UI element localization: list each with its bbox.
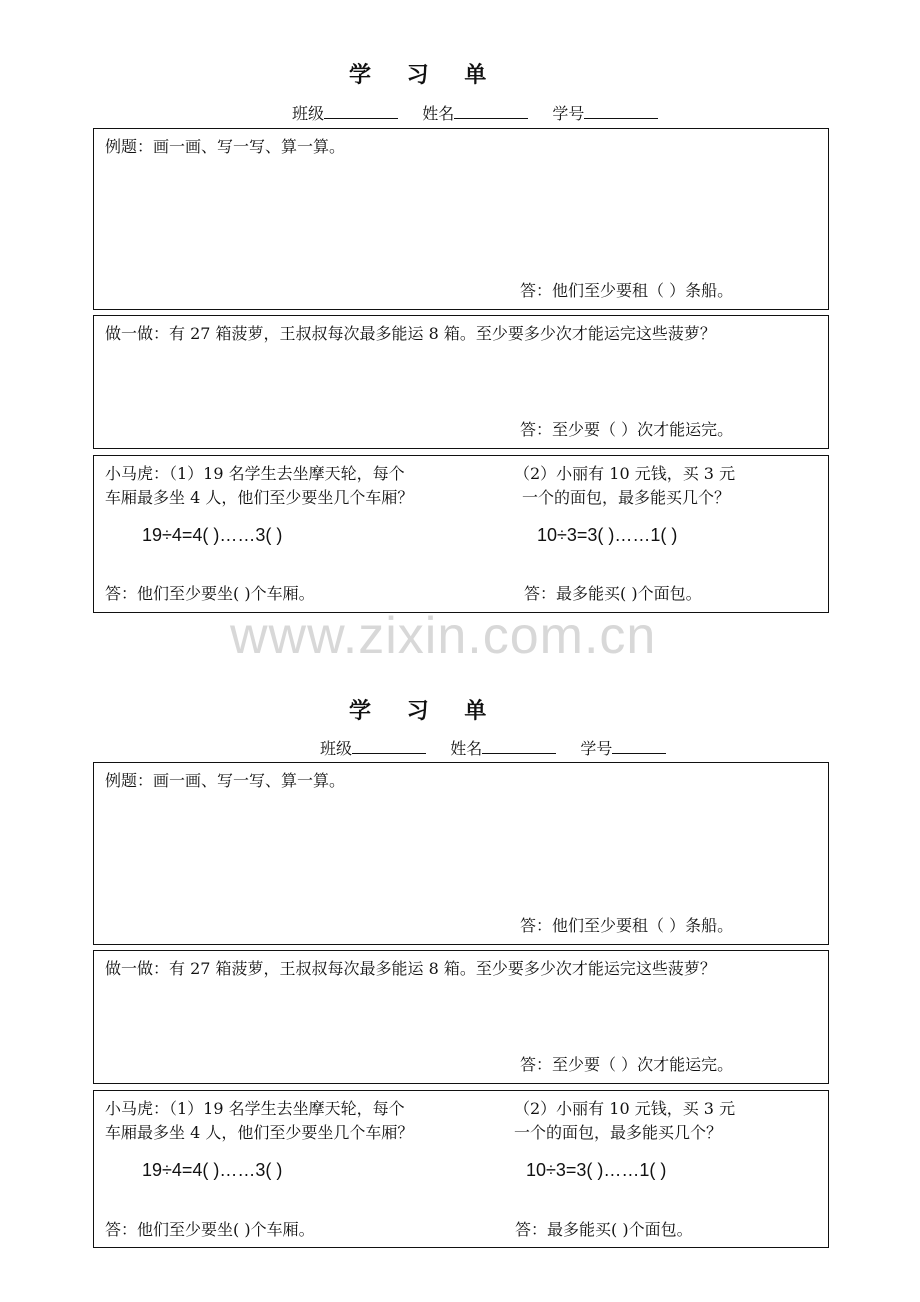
q1-answer: 答：他们至少要坐( )个车厢。	[105, 584, 315, 603]
class-label: 班级	[320, 739, 353, 758]
example-box[interactable]	[93, 128, 829, 310]
q2-calculation: 10÷3=3( )……1( )	[537, 525, 678, 545]
class-label: 班级	[292, 104, 325, 123]
q2-calculation: 10÷3=3( )……1( )	[526, 1160, 667, 1180]
practice-prompt: 做一做：有 27 箱菠萝，王叔叔每次最多能运 8 箱。至少要多少次才能运完这些菠萝？	[105, 959, 716, 978]
q2-line-2: 一个的面包，最多能买几个？	[514, 1123, 723, 1142]
q1-calculation: 19÷4=4( )……3( )	[142, 1160, 283, 1180]
name-field[interactable]	[482, 739, 556, 754]
name-field[interactable]	[454, 104, 528, 119]
practice-answer: 答：至少要（ ）次才能运完。	[520, 1055, 734, 1074]
q1-line-2: 车厢最多坐 4 人，他们至少要坐几个车厢？	[105, 488, 414, 507]
example-answer: 答：他们至少要租（ ）条船。	[520, 281, 734, 300]
student-id-field[interactable]	[584, 104, 658, 119]
example-prompt: 例题：画一画、写一写、算一算。	[105, 771, 346, 790]
student-id-field[interactable]	[612, 739, 666, 754]
q1-calculation: 19÷4=4( )……3( )	[142, 525, 283, 545]
q1-line-2: 车厢最多坐 4 人，他们至少要坐几个车厢？	[105, 1123, 414, 1142]
q2-line-2: 一个的面包，最多能买几个？	[522, 488, 731, 507]
example-answer: 答：他们至少要租（ ）条船。	[520, 916, 734, 935]
q2-line-1: （2）小丽有 10 元钱，买 3 元	[514, 1099, 736, 1118]
q2-answer: 答：最多能买( )个面包。	[524, 584, 702, 603]
mistakes-box[interactable]	[93, 455, 829, 613]
name-label: 姓名	[450, 739, 483, 758]
practice-answer: 答：至少要（ ）次才能运完。	[520, 420, 734, 439]
watermark: www.zixin.com.cn	[230, 607, 657, 665]
q2-answer: 答：最多能买( )个面包。	[515, 1220, 693, 1239]
sheet-title: 学 习 单	[349, 63, 501, 88]
q2-line-1: （2）小丽有 10 元钱，买 3 元	[514, 464, 736, 483]
practice-prompt: 做一做：有 27 箱菠萝，王叔叔每次最多能运 8 箱。至少要多少次才能运完这些菠萝？	[105, 324, 716, 343]
sheet-title: 学 习 单	[349, 699, 501, 724]
mistakes-box[interactable]	[93, 1090, 829, 1248]
q1-answer: 答：他们至少要坐( )个车厢。	[105, 1220, 315, 1239]
name-label: 姓名	[422, 104, 455, 123]
class-field[interactable]	[352, 739, 426, 754]
practice-box[interactable]	[93, 950, 829, 1084]
student-id-label: 学号	[580, 739, 613, 758]
practice-box[interactable]	[93, 315, 829, 449]
example-box[interactable]	[93, 762, 829, 945]
q1-line-1: 小马虎：（1）19 名学生去坐摩天轮，每个	[105, 1099, 405, 1118]
student-id-label: 学号	[552, 104, 585, 123]
q1-line-1: 小马虎：（1）19 名学生去坐摩天轮，每个	[105, 464, 405, 483]
student-info-row	[292, 101, 658, 124]
student-info-row	[320, 736, 666, 759]
class-field[interactable]	[324, 104, 398, 119]
example-prompt: 例题：画一画、写一写、算一算。	[105, 137, 346, 156]
